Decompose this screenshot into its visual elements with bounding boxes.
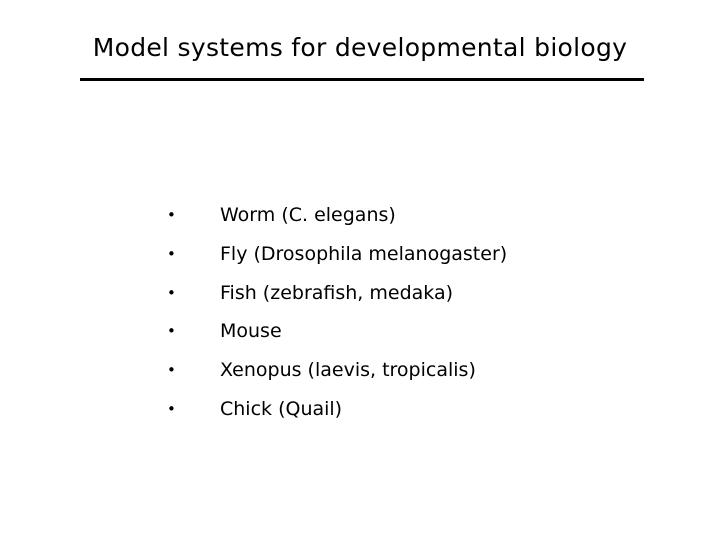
bullet-text: Fly (Drosophila melanogaster): [220, 243, 508, 266]
bullet-list: [165, 196, 665, 428]
slide-title: Model systems for developmental biology: [92, 33, 628, 62]
title-underline: [80, 78, 644, 81]
list-item: [165, 273, 665, 312]
bullet-text: Chick (Quail): [220, 397, 343, 420]
bullet-icon: •: [167, 245, 176, 264]
list-item: [165, 351, 665, 390]
bullet-icon: •: [167, 399, 176, 418]
list-item: [165, 235, 665, 274]
list-item: [165, 389, 665, 428]
bullet-icon: •: [167, 361, 176, 380]
bullet-text: Worm (C. elegans): [220, 204, 396, 227]
bullet-text: Fish (zebrafish, medaka): [220, 281, 454, 304]
bullet-text: Mouse: [220, 320, 282, 343]
list-item: [165, 312, 665, 351]
list-item: [165, 196, 665, 235]
bullet-text: Xenopus (laevis, tropicalis): [220, 359, 476, 382]
bullet-icon: •: [167, 206, 176, 225]
bullet-icon: •: [167, 283, 176, 302]
bullet-icon: •: [167, 322, 176, 341]
